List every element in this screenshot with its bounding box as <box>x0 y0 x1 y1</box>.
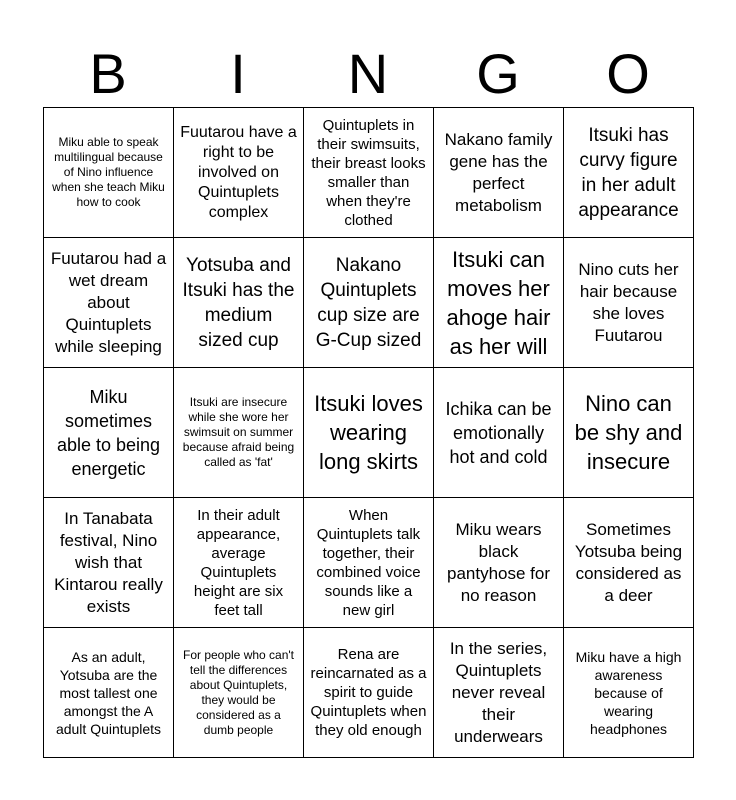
bingo-cell <box>564 628 694 758</box>
bingo-cell-text: Nino can be shy and insecure <box>574 391 683 474</box>
bingo-cell <box>174 628 304 758</box>
bingo-cell-text: Yotsuba and Itsuki has the medium sized cup <box>182 254 295 351</box>
bingo-cell-text: Itsuki has curvy figure in her adult appearance <box>578 124 679 221</box>
bingo-cell-text: Rena are reincarnated as a spirit to guide Quintuplets when they old enough <box>310 646 427 739</box>
bingo-cell <box>174 498 304 628</box>
bingo-cell <box>434 498 564 628</box>
bingo-cell <box>434 628 564 758</box>
bingo-cell <box>304 498 434 628</box>
bingo-cell-text: Sometimes Yotsuba being considered as a deer <box>574 519 683 605</box>
bingo-cell-text: Itsuki can moves her ahoge hair as her will <box>446 246 551 359</box>
bingo-cell <box>304 108 434 238</box>
header-letter-n: N <box>347 42 389 105</box>
bingo-cell-text: Nakano Quintuplets cup size are G-Cup sized <box>315 254 422 351</box>
bingo-cell <box>564 238 694 368</box>
bingo-cell <box>174 368 304 498</box>
bingo-cell <box>434 238 564 368</box>
bingo-cell <box>434 108 564 238</box>
bingo-cell-text: In Tanabata festival, Nino wish that Kintarou really exists <box>54 508 163 616</box>
bingo-cell <box>304 368 434 498</box>
bingo-cell-text: Fuutarou had a wet dream about Quintuplets while sleeping <box>50 248 167 356</box>
bingo-grid <box>43 107 694 758</box>
bingo-cell <box>44 108 174 238</box>
bingo-cell <box>304 628 434 758</box>
bingo-cell-text: Quintuplets in their swimsuits, their breast looks smaller than when they're clothed <box>311 116 426 229</box>
bingo-cell <box>304 238 434 368</box>
header-letter-o: O <box>606 42 650 105</box>
bingo-cell <box>434 368 564 498</box>
bingo-cell-text: In the series, Quintuplets never reveal their underwears <box>449 638 548 746</box>
bingo-cell-text: Fuutarou have a right to be involved on Quintuplets complex <box>180 123 297 221</box>
bingo-cell <box>44 628 174 758</box>
bingo-cell-text: In their adult appearance, average Quintuplets height are six feet tall <box>193 506 284 619</box>
header-letter-i: I <box>230 42 246 105</box>
bingo-cell <box>564 498 694 628</box>
bingo-cell <box>44 368 174 498</box>
bingo-cell-text: For people who can't tell the differences about Quintuplets, they would be considered as a dumb people <box>182 647 295 737</box>
header-letter-g: G <box>476 42 520 105</box>
bingo-cell-text: Miku sometimes able to being energetic <box>56 386 161 479</box>
bingo-header <box>43 40 693 108</box>
bingo-cell-text: Nakano family gene has the perfect metabolism <box>444 129 553 215</box>
bingo-cell <box>174 108 304 238</box>
bingo-cell-text: When Quintuplets talk together, their combined voice sounds like a new girl <box>316 506 421 619</box>
bingo-cell <box>44 238 174 368</box>
bingo-cell-text: Miku have a high awareness because of wearing headphones <box>575 648 682 737</box>
bingo-cell <box>44 498 174 628</box>
bingo-cell-text: Itsuki loves wearing long skirts <box>314 391 423 474</box>
bingo-cell <box>174 238 304 368</box>
bingo-cell-text: Miku able to speak multilingual because of Nino influence when she teach Miku how to cook <box>52 135 165 209</box>
bingo-cell <box>564 108 694 238</box>
bingo-cell <box>564 368 694 498</box>
bingo-cell-text: Nino cuts her hair because she loves Fuutarou <box>578 259 679 345</box>
bingo-cell-text: As an adult, Yotsuba are the most tallest one amongst the A adult Quintuplets <box>55 648 162 737</box>
header-letter-b: B <box>89 42 127 105</box>
bingo-cell-text: Miku wears black pantyhose for no reason <box>446 519 550 605</box>
bingo-cell-text: Itsuki are insecure while she wore her swimsuit on summer because afraid being called as 'fat' <box>182 395 295 469</box>
bingo-cell-text: Ichika can be emotionally hot and cold <box>445 398 552 467</box>
